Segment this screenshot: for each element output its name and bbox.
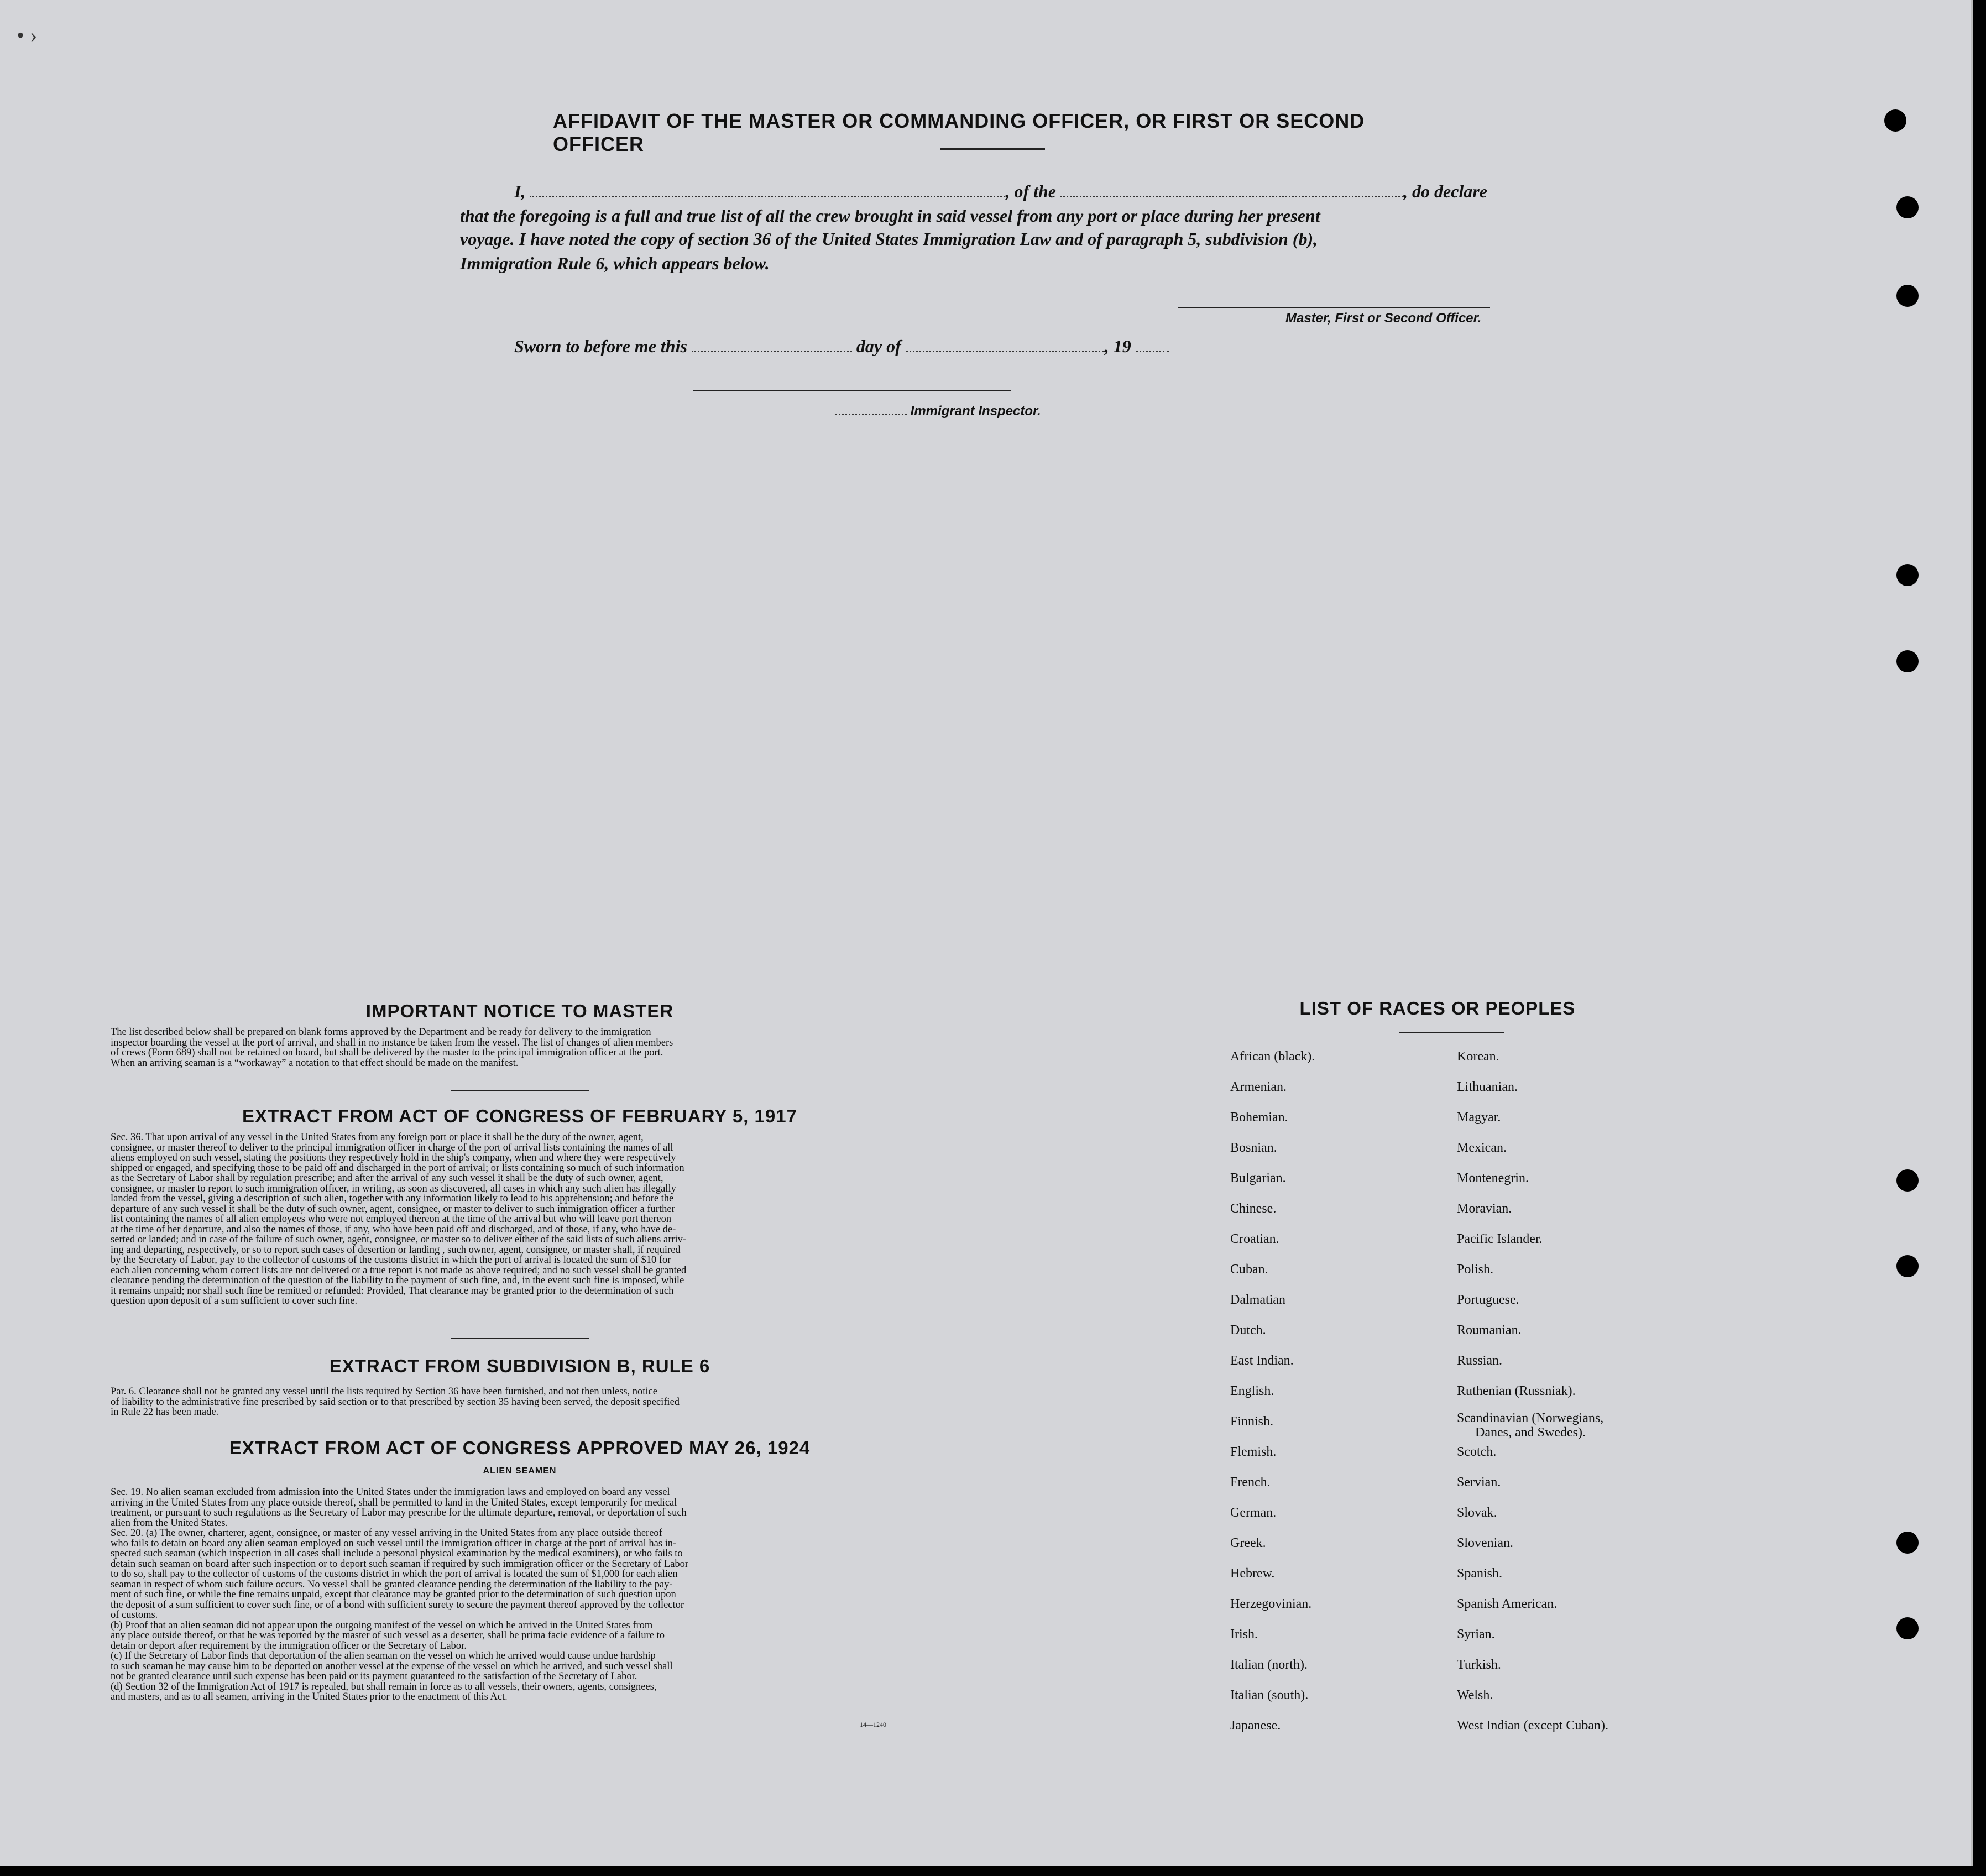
race-entry: Italian (north). <box>1230 1658 1308 1672</box>
affidavit-text-line: that the foregoing is a full and true list of all the crew brought in said vessel from any port or place during her present <box>460 206 1320 226</box>
text-line: by the Secretary of Labor, pay to the collector of customs of the customs district in which the port of arrival is located the sum of $10 for <box>111 1255 671 1266</box>
inspector-blank <box>835 414 907 415</box>
race-entry: Portuguese. <box>1457 1293 1519 1307</box>
text-line: When an arriving seaman is a “workaway” a notation to that effect should be made on the manifest. <box>111 1057 519 1069</box>
race-entry: West Indian (except Cuban). <box>1457 1718 1608 1733</box>
race-entry: Armenian. <box>1230 1080 1287 1094</box>
extract-1924-text <box>111 1487 929 1702</box>
name-blank <box>530 196 1005 197</box>
text-line: landed from the vessel, giving a description of such alien, together with any information likely to lead to his apprehension; and before the <box>111 1193 674 1204</box>
extract-1917-text <box>111 1132 929 1307</box>
race-entry: Bohemian. <box>1230 1110 1288 1125</box>
race-entry: Spanish American. <box>1457 1597 1558 1611</box>
race-entry: Spanish. <box>1457 1566 1503 1581</box>
divider <box>1399 1032 1504 1033</box>
race-entry: Cuban. <box>1230 1262 1268 1277</box>
race-entry: Scotch. <box>1457 1445 1497 1459</box>
punch-hole-icon <box>1896 1617 1919 1639</box>
race-entry: Magyar. <box>1457 1110 1501 1125</box>
text-line: consignee, or master thereof to deliver to the principal immigration officer in charge of the port of arrival lists containing the names of all <box>111 1142 673 1153</box>
race-entry: Servian. <box>1457 1475 1501 1490</box>
extract-1917-title: EXTRACT FROM ACT OF CONGRESS OF FEBRUARY 5, 1917 <box>242 1106 797 1126</box>
text-line: Sec. 36. That upon arrival of any vessel in the United States from any foreign port or place it shall be the duty of the owner, agent, <box>111 1132 644 1143</box>
punch-hole-icon <box>1896 196 1919 218</box>
race-entry: Japanese. <box>1230 1718 1281 1733</box>
race-entry: Montenegrin. <box>1457 1171 1529 1185</box>
text-line: The list described below shall be prepared on blank forms approved by the Department and be ready for delivery to the immigration <box>111 1027 651 1038</box>
divider <box>940 148 1045 150</box>
master-signature-line <box>1178 307 1490 308</box>
race-entry: Welsh. <box>1457 1688 1493 1702</box>
race-entry: Ruthenian (Russniak). <box>1457 1384 1576 1398</box>
race-entry: Italian (south). <box>1230 1688 1309 1702</box>
race-entry: Turkish. <box>1457 1658 1501 1672</box>
text-line: Sec. 20. (a) The owner, charterer, agent, consignee, or master of any vessel arriving in the United States from any place outside thereof <box>111 1528 662 1539</box>
punch-hole-icon <box>1884 109 1906 132</box>
divider <box>451 1338 589 1339</box>
punch-hole-icon <box>1896 285 1919 307</box>
text-line: the deposit of a sum sufficient to cover such fine, or of a bond with sufficient surety to secure the payment thereof approved by the collector <box>111 1599 684 1611</box>
text-line: not be granted clearance until such expense has been paid or its payment guaranteed to the satisfaction of the Secretary of Labor. <box>111 1671 637 1682</box>
text-line: (c) If the Secretary of Labor finds that deportation of the alien seaman on the vessel on which he arrived would cause undue hardship <box>111 1650 656 1661</box>
text-line: consignee, or master to report to such immigration officer, in writing, as soon as discovered, all cases in which any such alien has illegally <box>111 1183 676 1194</box>
text-line: alien from the United States. <box>111 1517 228 1529</box>
race-entry: Syrian. <box>1457 1627 1495 1642</box>
affidavit-declaration-line <box>514 181 1487 202</box>
text-line: of liability to the administrative fine prescribed by said section or to that prescribed by section 35 having been served, the deposit specified <box>111 1396 680 1408</box>
text-line: clearance pending the determination of the question of the liability to the payment of such fine, and, in the event such fine is imposed, while <box>111 1275 684 1286</box>
text-line: of crews (Form 689) shall not be retained on board, but shall be delivered by the master to the principal immigration officer at the port. <box>111 1047 663 1058</box>
race-entry: Lithuanian. <box>1457 1080 1518 1094</box>
text-line: ing and departing, respectively, or so to report such cases of desertion or landing , such owner, agent, consignee, or master shall, if required <box>111 1244 681 1256</box>
text-line: serted or landed; and in case of the failure of such owner, agent, consignee, or master so to deliver either of the said lists of such aliens arriv- <box>111 1234 687 1245</box>
affidavit-text-line: Immigration Rule 6, which appears below. <box>460 253 770 273</box>
text-line: of customs. <box>111 1610 158 1621</box>
notice-title: IMPORTANT NOTICE TO MASTER <box>365 1001 674 1021</box>
vessel-blank <box>1060 196 1403 197</box>
text-line: detain or deport after requirement by the immigration officer or the Secretary of Labor. <box>111 1640 467 1652</box>
extract-rule6-text <box>111 1387 929 1418</box>
text-line: departure of any such vessel it shall be the duty of such owner, agent, consignee, or master to deliver to such immigration officer a further <box>111 1203 675 1215</box>
affidavit-title: AFFIDAVIT OF THE MASTER OR COMMANDING OFFICER, OR FIRST OR SECOND OFFICER <box>553 109 1365 155</box>
of-the-label: , of the <box>1005 181 1056 201</box>
text-line: spected such seaman (which inspection in all cases shall include a personal physical examination by the medical examiners), or who fails to <box>111 1548 683 1559</box>
sworn-line <box>514 336 1169 357</box>
year-label: , 19 <box>1104 336 1131 356</box>
extract-1924-subtitle: ALIEN SEAMEN <box>483 1466 557 1476</box>
text-line: treatment, or pursuant to such regulations as the Secretary of Labor may prescribe for the ultimate departure, removal, or deportation of such <box>111 1507 687 1518</box>
margin-marks: • › <box>17 23 38 48</box>
text-line: seaman in respect of whom such failure occurs. No vessel shall be granted clearance pending the determination of the liability to the pay- <box>111 1579 673 1590</box>
text-line: in Rule 22 has been made. <box>111 1407 219 1418</box>
sworn-month-blank <box>906 351 1105 352</box>
text-line: Sec. 19. No alien seaman excluded from admission into the United States under the immigration laws and employed on board any vessel <box>111 1487 670 1498</box>
race-entry: Dalmatian <box>1230 1293 1285 1307</box>
text-line: and masters, and as to all seamen, arriving in the United States prior to the enactment of this Act. <box>111 1691 508 1702</box>
extract-rule6-title: EXTRACT FROM SUBDIVISION B, RULE 6 <box>329 1356 710 1376</box>
text-line: who fails to detain on board any alien seaman employed on such vessel until the immigration officer in charge at the port of arrival has in- <box>111 1538 677 1549</box>
race-entry: Korean. <box>1457 1049 1499 1064</box>
sworn-label: Sworn to before me this <box>514 336 687 356</box>
race-entry: Herzegovinian. <box>1230 1597 1312 1611</box>
race-entry: Russian. <box>1457 1354 1503 1368</box>
race-entry: African (black). <box>1230 1049 1315 1064</box>
race-entry: Croatian. <box>1230 1232 1279 1246</box>
affidavit-i-label: I, <box>514 181 526 201</box>
race-entry: Bosnian. <box>1230 1141 1277 1155</box>
race-entry: French. <box>1230 1475 1271 1490</box>
text-line: it remains unpaid; nor shall such fine be remitted or refunded: Provided, That clearance may be granted prior to the determination of such <box>111 1285 674 1297</box>
punch-hole-icon <box>1896 1532 1919 1554</box>
race-entry: Chinese. <box>1230 1201 1277 1216</box>
sworn-year-blank <box>1136 351 1169 352</box>
race-entry: Moravian. <box>1457 1201 1512 1216</box>
race-entry: English. <box>1230 1384 1274 1398</box>
race-entry: Pacific Islander. <box>1457 1232 1543 1246</box>
text-line: to such seaman he may cause him to be deported on another vessel at the expense of the vessel on which he arrived, and such vessel shall <box>111 1660 673 1672</box>
text-line: list containing the names of all alien employees who were not employed thereon at the time of the arrival but who will leave port thereon <box>111 1214 672 1225</box>
punch-hole-icon <box>1896 564 1919 586</box>
text-line: arriving in the United States from any place outside thereof, shall be permitted to land in the United States, except temporarily for medical <box>111 1497 677 1508</box>
inspector-caption-text: Immigrant Inspector. <box>910 404 1041 419</box>
text-line: at the time of her departure, and also the names of those, if any, who have been paid off and discharged, and of those, if any, who have de- <box>111 1224 676 1235</box>
race-entry: Greek. <box>1230 1536 1266 1550</box>
text-line: ment of such fine, or while the fine remains unpaid, except that clearance may be granted prior to the determination of such question upon <box>111 1589 676 1600</box>
text-line: question upon deposit of a sum sufficient to cover such fine. <box>111 1295 358 1307</box>
races-title: LIST OF RACES OR PEOPLES <box>1299 998 1576 1018</box>
race-entry: Flemish. <box>1230 1445 1277 1459</box>
declare-label: , do declare <box>1403 181 1487 201</box>
inspector-signature-line <box>693 390 1011 391</box>
extract-1924-title: EXTRACT FROM ACT OF CONGRESS APPROVED MAY 26, 1924 <box>229 1438 811 1458</box>
race-entry: Hebrew. <box>1230 1566 1275 1581</box>
race-entry: Slovak. <box>1457 1506 1497 1520</box>
text-line: any place outside thereof, or that he was reported by the master of such vessel as a deserter, shall be prima facie evidence of a failure to <box>111 1630 665 1641</box>
day-of-label: day of <box>856 336 901 356</box>
affidavit-text-line: voyage. I have noted the copy of section 36 of the United States Immigration Law and of paragraph 5, subdivision (b), <box>460 229 1318 249</box>
race-entry: Polish. <box>1457 1262 1494 1277</box>
punch-hole-icon <box>1896 650 1919 672</box>
form-number: 14—1240 <box>860 1721 886 1728</box>
race-entry: Irish. <box>1230 1627 1258 1642</box>
text-line: shipped or engaged, and specifying those to be paid off and discharged in the port of arrival; or lists containing so much of such information <box>111 1162 684 1174</box>
race-entry: Slovenian. <box>1457 1536 1513 1550</box>
text-line: (d) Section 32 of the Immigration Act of 1917 is repealed, but shall remain in force as to all vessels, their owners, agents, consignees, <box>111 1681 657 1692</box>
race-entry: Mexican. <box>1457 1141 1507 1155</box>
race-entry: Bulgarian. <box>1230 1171 1286 1185</box>
inspector-caption <box>835 404 1041 419</box>
text-line: inspector boarding the vessel at the port of arrival, and shall in no instance be taken from the vessel. The list of changes of alien members <box>111 1037 673 1048</box>
race-entry: Scandinavian (Norwegians, <box>1457 1411 1604 1425</box>
punch-hole-icon <box>1896 1255 1919 1277</box>
text-line: Par. 6. Clearance shall not be granted any vessel until the lists required by Section 36 have been furnished, and not then unless, notice <box>111 1386 657 1397</box>
text-line: detain such seaman on board after such inspection or to deport such seaman if required by such immigration officer or the Secretary of Labor <box>111 1558 689 1570</box>
punch-hole-icon <box>1896 1169 1919 1192</box>
text-line: (b) Proof that an alien seaman did not appear upon the outgoing manifest of the vessel on which he arrived in the United States from <box>111 1619 653 1631</box>
text-line: to do so, shall pay to the collector of customs of the customs district in which the port of arrival is located the sum of $1,000 for each alien <box>111 1569 678 1580</box>
race-entry: East Indian. <box>1230 1354 1294 1368</box>
divider <box>451 1090 589 1091</box>
race-entry: Dutch. <box>1230 1323 1266 1337</box>
notice-text <box>111 1027 929 1068</box>
race-entry: Finnish. <box>1230 1414 1274 1429</box>
sworn-date-blank <box>692 351 852 352</box>
race-entry-continuation: Danes, and Swedes). <box>1475 1425 1586 1440</box>
race-entry: German. <box>1230 1506 1277 1520</box>
text-line: as the Secretary of Labor shall by regulation prescribe; and after the arrival of any such vessel it shall be the duty of such owner, agent, <box>111 1173 663 1184</box>
master-signature-caption: Master, First or Second Officer. <box>1285 311 1482 326</box>
text-line: each alien concerning whom correct lists are not delivered or a true report is not made as above required; and no such vessel shall be granted <box>111 1264 687 1276</box>
race-entry: Roumanian. <box>1457 1323 1522 1337</box>
text-line: aliens employed on such vessel, stating the positions they respectively hold in the ship's company, when and where they were respectively <box>111 1152 676 1163</box>
